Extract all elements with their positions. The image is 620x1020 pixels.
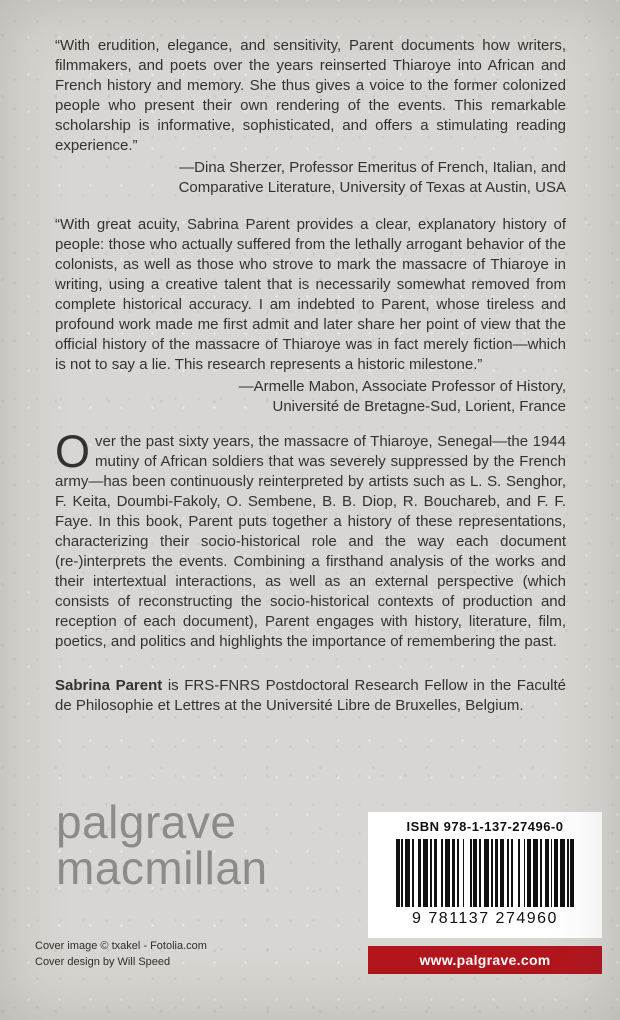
attribution-line-2: Comparative Literature, University of Texas at Austin, USA [178,179,566,196]
publisher-website: www.palgrave.com [419,952,551,968]
isbn-number: 9 781137 274960 [412,910,558,927]
back-cover-text [55,36,566,716]
endorsement-quote-2: “With great acuity, Sabrina Parent provides a clear, explanatory history of people: those who actually suffered from the lethally arrogant behavior of the colonists, as well as those who strove to mark the massacre of Thiaroye in writing, using a creative talent that is necessarily somewhat removed from complete historical accuracy. I am indebted to Parent, whose tireless and profound work made me first admit and later share her point of view that the official history of the massacre of Thiaroye was in fact merely fiction—which is not to say a lie. This research represents a historic milestone.” [55,216,566,373]
attribution-line-1: —Armelle Mabon, Associate Professor of History, [238,378,566,395]
cover-design-credit: Cover design by Will Speed [35,956,171,968]
publisher-website-bar [368,946,602,974]
author-bio [55,676,566,716]
attribution-line-2: Université de Bretagne-Sud, Lorient, France [272,398,566,415]
endorsement-quote-1: “With erudition, elegance, and sensitivity, Parent documents how writers, filmmakers, and poets over the years reinserted Thiaroye into African and French history and memory. She thus gives a voice to the former colonized people who present their own rendering of the events. This remarkable scholarship is informative, sophisticated, and offers a stimulating reading experience.” [55,37,566,154]
drop-cap: O [55,426,91,477]
endorsement-attribution-1 [55,158,566,198]
publisher-logo-palgrave: palgrave [56,796,237,848]
book-description [55,426,566,652]
author-bio-text: is FRS-FNRS Postdoctoral Research Fellow in the Faculté de Philosophie et Lettres at the Université Libre de Bruxelles, Belgium. [55,677,566,714]
author-name: Sabrina Parent [55,677,163,694]
publisher-logo-macmillan: macmillan [56,842,268,894]
barcode-panel [368,812,602,938]
barcode [396,839,574,907]
isbn-label: ISBN 978-1-137-27496-0 [406,819,564,834]
description-text: ver the past sixty years, the massacre of Thiaroye, Senegal—the 1944 mutiny of African soldiers that was severely suppressed by the French army—has been continuously reinterpreted by artists such as L. S. Senghor, F. Keita, Doumbi-Fakoly, O. Sembene, B. B. Diop, R. Bouchareb, and F. F. Faye. In this book, Parent puts together a history of these representations, characterizing their socio-historical role and the way each document (re-)interprets the events. Combining a firsthand analysis of the works and their intertextual interactions, as well as an external perspective (which consists of reconstructing the socio-historical contexts of production and reception of each document), Parent engages with history, literature, film, poetics, and politics and highlights the importance of remembering the past. [55,433,566,650]
cover-image-credit: Cover image © txakel - Fotolia.com [35,940,207,952]
publisher-logo [56,796,268,894]
endorsement-attribution-2 [55,377,566,417]
attribution-line-1: —Dina Sherzer, Professor Emeritus of French, Italian, and [179,159,566,176]
cover-credits [35,938,207,970]
